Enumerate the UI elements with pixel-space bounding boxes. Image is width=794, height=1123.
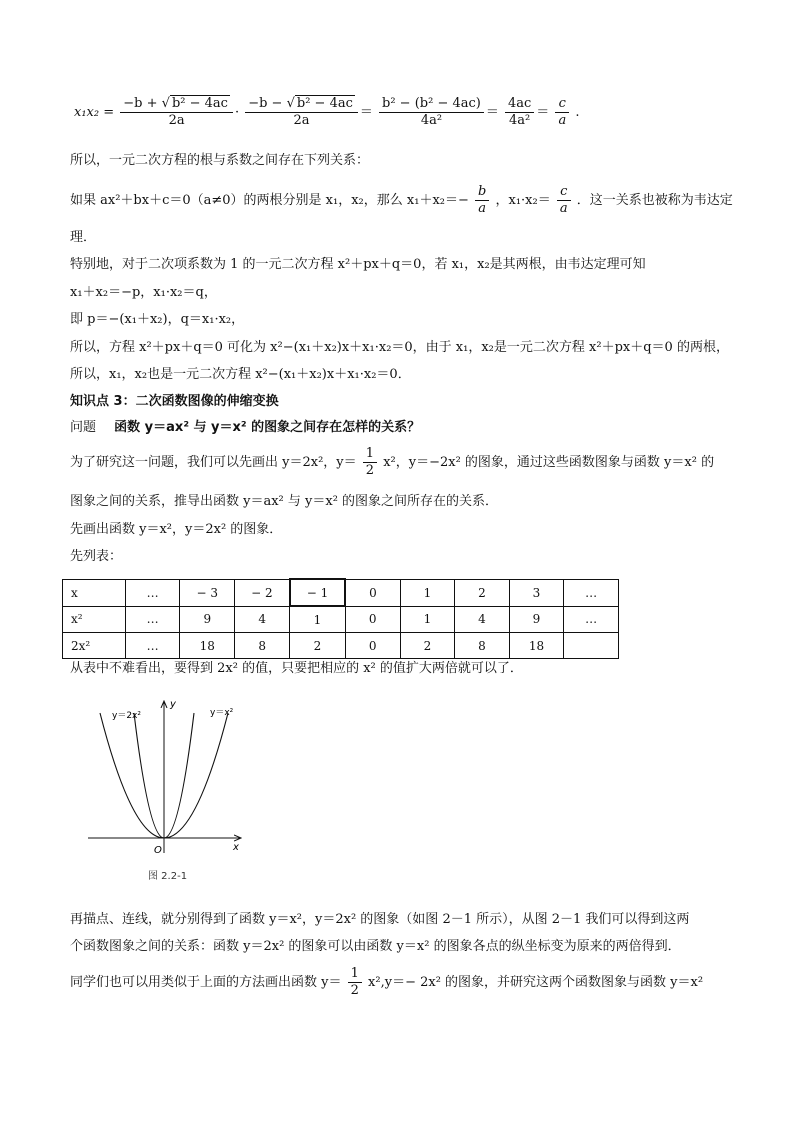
- table-cell: 4: [455, 606, 509, 633]
- paragraph-homework: 同学们也可以用类似于上面的方法画出函数 y＝ $\frac{1}{2}$ x²,y＝− 2x² 的图象，并研究这两个函数图象与函数 y＝x²: [70, 966, 704, 998]
- equation-sum-product: x₁＋x₂＝−p，x₁·x₂＝q，: [70, 285, 217, 300]
- table-cell: 1: [400, 579, 454, 606]
- paragraph-draw-first: 先画出函数 y＝x²，y＝2x² 的图象．: [70, 522, 283, 537]
- paragraph-relation: 所以，一元二次方程的根与系数之间存在下列关系：: [70, 153, 370, 168]
- table-cell: 8: [235, 633, 290, 659]
- vieta-sum-fraction: $\frac{b}{a}$: [475, 184, 489, 217]
- figure-caption: 图 2.2-1: [148, 871, 188, 882]
- table-cell: 2: [455, 579, 509, 606]
- table-cell: 18: [180, 633, 235, 659]
- section-title: 知识点 3：二次函数图像的伸缩变换: [70, 394, 279, 409]
- paragraph-vieta-wrap: 理．: [70, 230, 97, 245]
- table-cell: 2x²: [63, 633, 126, 659]
- table-row: [63, 579, 619, 606]
- fraction-root1: $\frac{\text{−b + √ b² − 4ac}}{2a}$: [120, 96, 233, 129]
- label-y-axis: y: [170, 699, 176, 710]
- table-cell: 2: [290, 633, 346, 659]
- table-cell: [564, 633, 619, 659]
- label-origin: O: [154, 845, 162, 856]
- table-row: [63, 633, 619, 659]
- table-row: [63, 606, 619, 633]
- table-cell: 9: [509, 606, 564, 633]
- table-cell: …: [125, 579, 180, 606]
- paragraph-research: 为了研究这一问题，我们可以先画出 y＝2x²，y＝ $\frac{1}{2}$ x²，y＝−2x² 的图象，通过这些函数图象与函数 y＝x² 的: [70, 446, 715, 478]
- table-cell: 0: [345, 579, 400, 606]
- table-cell: 2: [400, 633, 454, 659]
- table-cell: …: [125, 633, 180, 659]
- table-cell: 18: [509, 633, 564, 659]
- table-cell: 0: [345, 606, 400, 633]
- table-cell: 1: [290, 606, 346, 633]
- table-cell: 8: [455, 633, 509, 659]
- fraction-simplified: $\frac{4ac}{\text{4a²}}$: [505, 96, 534, 129]
- product-formula: x₁x₂ = $\frac{\text{−b + √ b² − 4ac}}{2a}$ · $\frac{\text{−b − √ b² − 4ac}}{2a}$ ＝ $\frac{\text{b² − (b² − 4ac)}}{\text{4a²}}$ ＝ $\frac{4ac}{\text{4a²}}$ ＝ $\frac{c}{a}$ .: [74, 96, 580, 128]
- parabola-graph: [88, 698, 258, 863]
- table-cell: 1: [400, 606, 454, 633]
- fraction-expanded: $\frac{\text{b² − (b² − 4ac)}}{\text{4a²}}$: [379, 96, 484, 129]
- table-cell: 0: [345, 633, 400, 659]
- table-cell: − 2: [235, 579, 290, 606]
- paragraph-conclusion-2: 个函数图象之间的关系：函数 y＝2x² 的图象可以由函数 y＝x² 的图象各点的纵坐标变为原来的两倍得到．: [70, 939, 681, 954]
- table-cell: 9: [180, 606, 235, 633]
- question: [70, 419, 420, 437]
- table-cell: 4: [235, 606, 290, 633]
- formula-lhs: x₁x₂ =: [74, 105, 115, 120]
- paragraph-special: 特别地，对于二次项系数为 1 的一元二次方程 x²＋px＋q＝0，若 x₁，x₂是其两根，由韦达定理可知: [70, 257, 646, 272]
- paragraph-table-note: 从表中不难看出，要得到 2x² 的值，只要把相应的 x² 的值扩大两倍就可以了．: [70, 661, 523, 676]
- table-cell: …: [564, 579, 619, 606]
- equation-transform: 所以，方程 x²＋px＋q＝0 可化为 x²−(x₁＋x₂)x＋x₁·x₂＝0，由于 x₁，x₂是一元二次方程 x²＋px＋q＝0 的两根，: [70, 340, 729, 355]
- paragraph-research-wrap: 图象之间的关系，推导出函数 y＝ax² 与 y＝x² 的图象之间所存在的关系．: [70, 494, 499, 509]
- equation-conclusion: 所以，x₁，x₂也是一元二次方程 x²−(x₁＋x₂)x＋x₁·x₂＝0．: [70, 367, 411, 382]
- table-cell: 3: [509, 579, 564, 606]
- table-cell: − 1: [290, 579, 346, 606]
- paragraph-list-first: 先列表：: [70, 549, 123, 564]
- paragraph-conclusion-1: 再描点、连线，就分别得到了函数 y＝x²，y＝2x² 的图象（如图 2－1 所示），从图 2－1 我们可以得到这两: [70, 912, 690, 927]
- fraction-result: $\frac{c}{a}$: [555, 96, 569, 129]
- label-2x2: y＝2x²: [112, 711, 141, 721]
- homework-half-fraction: $\frac{1}{2}$: [348, 966, 362, 999]
- half-fraction: $\frac{1}{2}$: [363, 446, 377, 479]
- table-cell: x: [63, 579, 126, 606]
- question-label: 问题: [70, 420, 97, 435]
- question-text: 函数 y＝ax² 与 y＝x² 的图象之间存在怎样的关系？: [114, 420, 421, 435]
- equation-pq: 即 p＝−(x₁＋x₂)，q＝x₁·x₂，: [70, 312, 245, 327]
- label-x-axis: x: [233, 842, 239, 853]
- table-cell: x²: [63, 606, 126, 633]
- value-table: [62, 578, 619, 659]
- paragraph-vieta: 如果 ax²＋bx＋c＝0（a≠0）的两根分别是 x₁，x₂，那么 x₁＋x₂＝− $\frac{b}{a}$ ，x₁·x₂＝ $\frac{c}{a}$ ．这一关系也被称为韦达定: [70, 184, 733, 216]
- label-x2: y＝x²: [210, 708, 234, 718]
- table-cell: …: [125, 606, 180, 633]
- table-cell: …: [564, 606, 619, 633]
- vieta-product-fraction: $\frac{c}{a}$: [557, 184, 571, 217]
- table-cell: − 3: [180, 579, 235, 606]
- fraction-root2: $\frac{\text{−b − √ b² − 4ac}}{2a}$: [245, 96, 358, 129]
